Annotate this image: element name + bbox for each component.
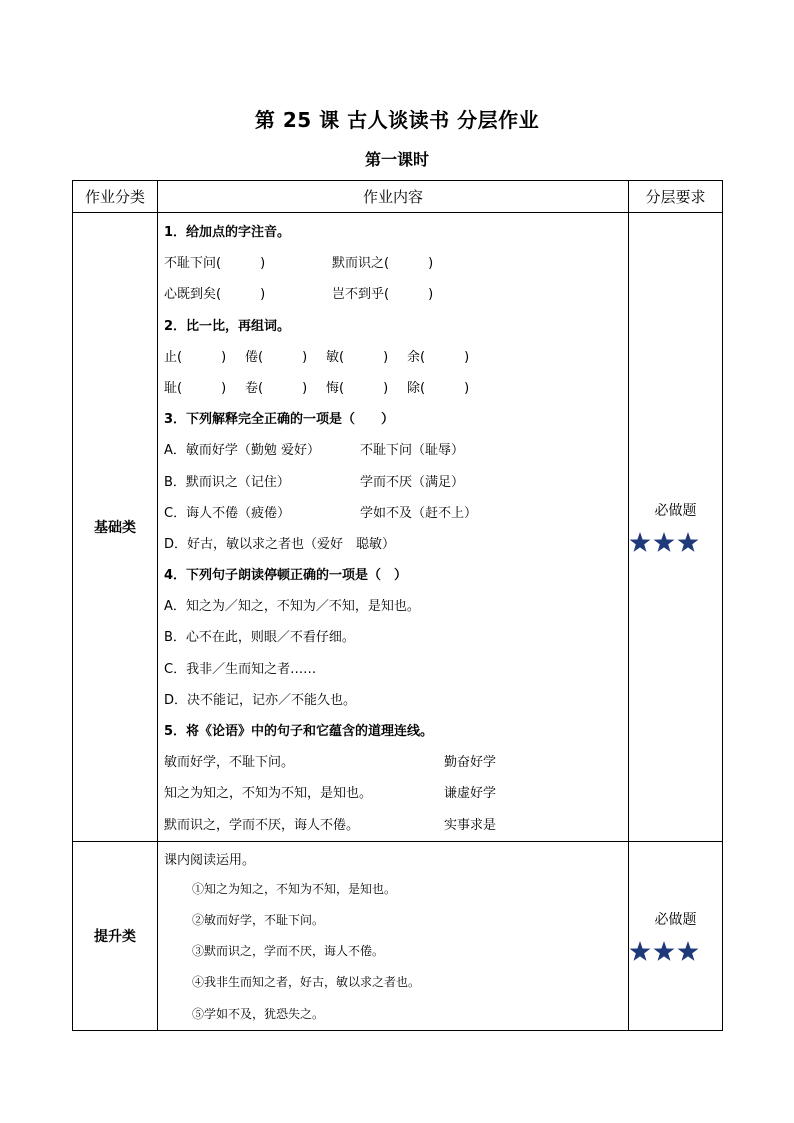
content-basic (158, 213, 629, 842)
question-2-row-1 (164, 342, 628, 373)
option-text: 学如不及（赶不上） (360, 505, 478, 521)
question-4-option: D．决不能记，记亦／不能久也。 (164, 692, 357, 708)
q2-item: 除( ) (407, 380, 470, 396)
requirement-advanced (629, 841, 723, 1030)
star-rating (629, 530, 699, 554)
quote-line: ⑤学如不及，犹恐失之。 (192, 1006, 325, 1021)
star-icon (678, 941, 699, 961)
question-5-pair (164, 747, 628, 778)
question-3-title: 3．下列解释完全正确的一项是（ ） (164, 412, 395, 428)
table-row-basic (73, 213, 723, 842)
q2-item: 耻( ) (164, 380, 227, 396)
requirement-basic (629, 213, 723, 842)
question-1-title: 1．给加点的字注音。 (164, 225, 291, 240)
quote-line: ③默而识之，学而不厌，诲人不倦。 (192, 944, 385, 959)
question-1-row-1 (164, 248, 628, 279)
quote-line: ②敏而好学，不耻下问。 (192, 912, 325, 927)
q2-item: 卷( ) (245, 380, 308, 396)
option-text: 不耻下问（耻辱） (360, 443, 465, 459)
question-3-option (164, 467, 628, 498)
table-row-advanced (73, 841, 723, 1030)
option-text: D．好古，敏以求之者也（爱好 聪敏） (164, 536, 396, 552)
question-5-pair (164, 778, 628, 809)
q2-item: 倦( ) (245, 349, 308, 365)
question-1-row-2 (164, 279, 628, 310)
header-category: 作业分类 (73, 181, 158, 213)
advanced-intro: 课内阅读运用。 (164, 852, 256, 868)
option-text: C．诲人不倦（疲倦） (164, 505, 291, 521)
q1-item: 岂不到乎( ) (332, 287, 434, 303)
homework-table (72, 180, 723, 1031)
question-2-title: 2．比一比，再组词。 (164, 318, 291, 334)
question-4-title: 4．下列句子朗读停顿正确的一项是（ ） (164, 568, 408, 584)
question-3-option (164, 498, 628, 529)
requirement-label: 必做题 (654, 502, 697, 519)
q2-item: 敏( ) (326, 349, 389, 365)
q1-item: 不耻下问( ) (164, 256, 266, 272)
q2-item: 余( ) (407, 349, 470, 365)
star-icon (678, 532, 699, 552)
star-icon (630, 941, 651, 961)
star-icon (630, 532, 651, 552)
option-text: 学而不厌（满足） (360, 474, 465, 490)
quote-line: ①知之为知之，不知为不知，是知也。 (192, 881, 397, 896)
question-4-option: B．心不在此，则眼／不看仔细。 (164, 630, 355, 646)
sentence: 知之为知之，不知为不知，是知也。 (164, 786, 373, 802)
q2-item: 悔( ) (326, 380, 389, 396)
principle: 谦虚好学 (444, 786, 497, 802)
quote-line: ④我非生而知之者，好古，敏以求之者也。 (192, 975, 421, 990)
content-advanced (158, 841, 629, 1030)
question-4-option: A．知之为／知之，不知为／不知，是知也。 (164, 599, 420, 615)
question-5-pair (164, 810, 628, 841)
requirement-label: 必做题 (654, 911, 697, 928)
q1-item: 心既到矣( ) (164, 287, 266, 303)
table-header-row (73, 181, 723, 213)
principle: 勤奋好学 (444, 755, 497, 771)
header-content: 作业内容 (158, 181, 629, 213)
page-subtitle: 第一课时 (364, 150, 429, 169)
star-rating (629, 939, 699, 963)
header-requirement: 分层要求 (629, 181, 723, 213)
question-5-title: 5．将《论语》中的句子和它蕴含的道理连线。 (164, 724, 434, 739)
sentence: 敏而好学，不耻下问。 (164, 755, 295, 771)
q1-item: 默而识之( ) (332, 256, 434, 272)
star-icon (654, 532, 675, 552)
question-3-option (164, 529, 628, 560)
principle: 实事求是 (444, 817, 497, 833)
question-4-option: C．我非／生而知之者…… (164, 661, 317, 677)
q2-item: 止( ) (164, 349, 227, 365)
category-basic: 基础类 (73, 213, 158, 842)
category-advanced: 提升类 (73, 841, 158, 1030)
page-title: 第 25 课 古人谈读书 分层作业 (254, 108, 540, 132)
option-text: B．默而识之（记住） (164, 474, 290, 490)
option-text: A．敏而好学（勤勉 爱好） (164, 443, 321, 459)
question-2-row-2 (164, 373, 628, 404)
sentence: 默而识之，学而不厌，诲人不倦。 (164, 817, 360, 833)
star-icon (654, 941, 675, 961)
question-3-option (164, 435, 628, 466)
